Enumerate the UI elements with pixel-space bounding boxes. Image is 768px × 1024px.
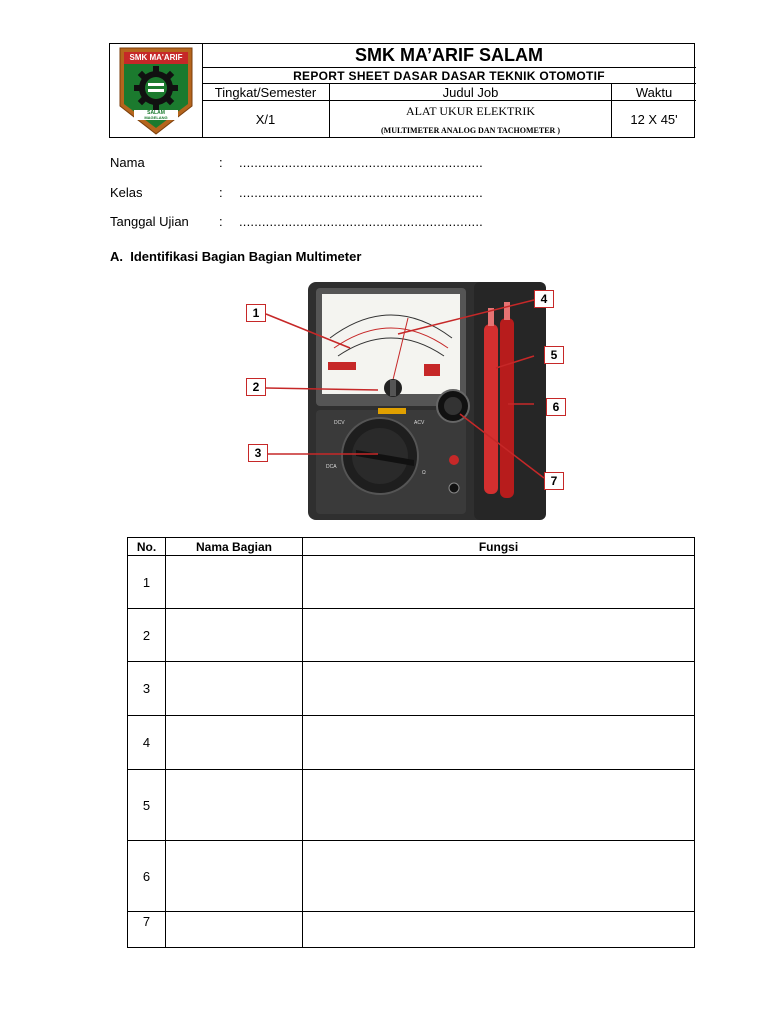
col-time-header: Waktu (635, 84, 673, 100)
row-number: 5 (128, 770, 166, 841)
svg-text:DCA: DCA (326, 464, 337, 470)
field-tanggal-blank[interactable]: ................................................................ (239, 214, 483, 229)
table-row (128, 716, 695, 770)
field-nama-blank[interactable]: ................................................................ (239, 155, 483, 170)
sheet-title: REPORT SHEET DASAR DASAR TEKNIK OTOMOTIF (293, 68, 605, 83)
time-value: 12 X 45' (630, 111, 678, 127)
level-value: X/1 (255, 111, 276, 127)
row-function-cell[interactable] (303, 912, 695, 948)
row-number: 3 (128, 662, 166, 716)
row-name-cell[interactable] (166, 841, 303, 912)
table-row (128, 912, 695, 948)
logo-text-bottom-2: MAGELANG (144, 115, 168, 120)
col-name-header: Nama Bagian (166, 538, 303, 556)
field-nama-label: Nama (110, 155, 145, 170)
row-number: 2 (128, 609, 166, 662)
field-kelas-blank[interactable]: ................................................................ (239, 185, 483, 200)
row-name-cell[interactable] (166, 716, 303, 770)
school-logo (110, 44, 203, 137)
row-name-cell[interactable] (166, 912, 303, 948)
callout-3: 3 (248, 444, 268, 462)
parts-table (127, 537, 695, 948)
row-number: 4 (128, 716, 166, 770)
table-row (128, 609, 695, 662)
table-row (128, 841, 695, 912)
field-tanggal-label: Tanggal Ujian (110, 214, 189, 229)
row-name-cell[interactable] (166, 770, 303, 841)
svg-text:ACV: ACV (414, 420, 425, 426)
row-function-cell[interactable] (303, 609, 695, 662)
row-number: 1 (128, 556, 166, 609)
row-name-cell[interactable] (166, 556, 303, 609)
row-function-cell[interactable] (303, 770, 695, 841)
header-table (109, 43, 695, 138)
logo-text-top: SMK MA'ARIF (129, 53, 183, 62)
col-job-header: Judul Job (442, 84, 499, 100)
row-function-cell[interactable] (303, 716, 695, 770)
school-name: SMK MA’ARIF SALAM (355, 45, 543, 65)
table-header-row (128, 538, 695, 556)
callout-1: 1 (246, 304, 266, 322)
row-number: 7 (128, 912, 166, 948)
table-row (128, 556, 695, 609)
row-number: 6 (128, 841, 166, 912)
col-no-header: No. (128, 538, 166, 556)
col-level-header: Tingkat/Semester (214, 84, 317, 100)
callout-4: 4 (534, 290, 554, 308)
field-kelas-label: Kelas (110, 185, 143, 200)
job-title: ALAT UKUR ELEKTRIK (405, 103, 536, 118)
svg-text:Ω: Ω (422, 470, 426, 476)
table-row (128, 770, 695, 841)
svg-text:DCV: DCV (334, 420, 345, 426)
callout-2: 2 (246, 378, 266, 396)
multimeter-illustration (238, 278, 574, 526)
job-subtitle: (MULTIMETER ANALOG DAN TACHOMETER ) (381, 125, 560, 135)
col-function-header: Fungsi (303, 538, 695, 556)
table-row (128, 662, 695, 716)
callout-7: 7 (544, 472, 564, 490)
row-function-cell[interactable] (303, 662, 695, 716)
row-function-cell[interactable] (303, 556, 695, 609)
logo-text-bottom-1: SALAM (147, 110, 165, 116)
row-function-cell[interactable] (303, 841, 695, 912)
callout-5: 5 (544, 346, 564, 364)
multimeter-figure (238, 278, 574, 526)
section-a-title: A. Identifikasi Bagian Bagian Multimeter (110, 249, 362, 264)
row-name-cell[interactable] (166, 609, 303, 662)
row-name-cell[interactable] (166, 662, 303, 716)
callout-6: 6 (546, 398, 566, 416)
